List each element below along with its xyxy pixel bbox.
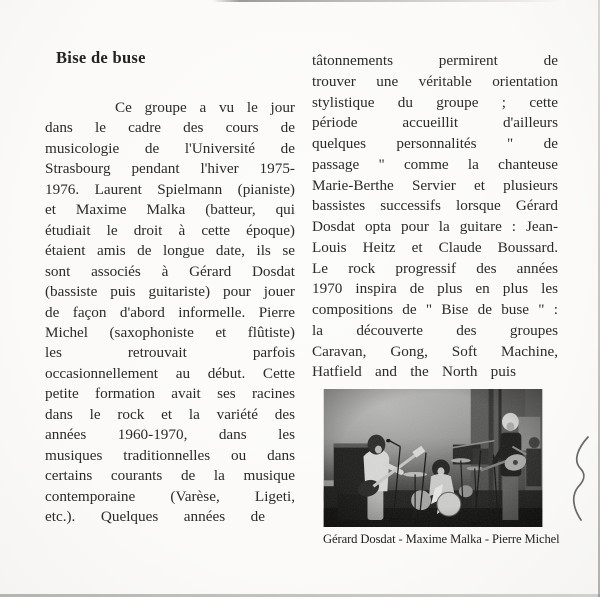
text-line: sont associés à Gérard Dosdat: [45, 262, 295, 280]
text-line: quelques personnalités " de: [312, 135, 558, 152]
text-line: Marie-Berthe Servier et plusieurs: [312, 176, 558, 194]
left-column-text: [45, 98, 295, 528]
photo-vignette: [324, 389, 542, 527]
right-column-text: [312, 51, 558, 383]
text-line: Le rock progressif des années: [312, 259, 558, 277]
text-line: Louis Heitz et Claude Boussard.: [312, 238, 558, 256]
text-line: la découverte des groupes: [312, 321, 558, 339]
text-line: petite formation avait ses racines: [45, 385, 295, 403]
scan-artifact-squiggle: [566, 428, 600, 528]
text-line: Dosdat opta pour la guitare : Jean-: [312, 218, 558, 235]
text-line: 1976. Laurent Spielmann (pianiste): [45, 180, 295, 198]
text-line: Strasbourg pendant l'hiver 1975-: [45, 160, 295, 178]
text-line: contemporaine (Varèse, Ligeti,: [45, 487, 295, 505]
text-line: stylistique du groupe ; cette: [312, 93, 558, 111]
scan-edge-top: [212, 0, 562, 2]
text-line: dans le rock et la variété des: [45, 405, 295, 423]
text-line: Ce groupe a vu le jour: [115, 99, 295, 116]
text-line: trouver une véritable orientation: [312, 72, 558, 90]
text-line: dans le cadre des cours de: [45, 119, 295, 137]
text-line: les retrouvait parfois: [45, 344, 295, 362]
text-line: musiques traditionnelles ou dans: [45, 446, 295, 464]
text-line: 1970 inspira de plus en plus les: [312, 280, 558, 298]
text-line: période accueillit d'ailleurs: [312, 114, 558, 132]
text-line: musicologie de l'Université de: [45, 139, 295, 157]
text-line: certains courants de la musique: [45, 467, 295, 485]
text-line: et Maxime Malka (batteur, qui: [45, 201, 295, 219]
text-line: bassistes successifs lorsque Gérard: [312, 197, 558, 215]
text-line: étudiait le droit à cette époque): [45, 221, 295, 239]
text-line: Hatfield and the North puis: [312, 363, 516, 381]
text-line: étaient amis de longue date, ils se: [45, 242, 295, 260]
text-line: occasionnellement au début. Cette: [45, 364, 295, 382]
text-line: (bassiste puis guitariste) pour jouer: [45, 283, 295, 301]
photo-caption: Gérard Dosdat - Maxime Malka - Pierre Michel: [323, 532, 560, 546]
band-photo: [323, 389, 543, 527]
text-line: Michel (saxophoniste et flûtiste): [45, 323, 295, 341]
text-line: compositions de " Bise de buse " :: [312, 301, 558, 318]
photo-block: [323, 389, 560, 547]
text-line: Caravan, Gong, Soft Machine,: [312, 342, 558, 360]
text-line: tâtonnements permirent de: [312, 52, 558, 69]
text-line: années 1960-1970, dans les: [45, 426, 295, 444]
text-line: etc.). Quelques années de: [45, 508, 265, 526]
text-line: passage " comme la chanteuse: [312, 155, 558, 173]
text-line: de façon d'abord informelle. Pierre: [45, 303, 295, 321]
page-title: Bise de buse: [56, 48, 146, 67]
